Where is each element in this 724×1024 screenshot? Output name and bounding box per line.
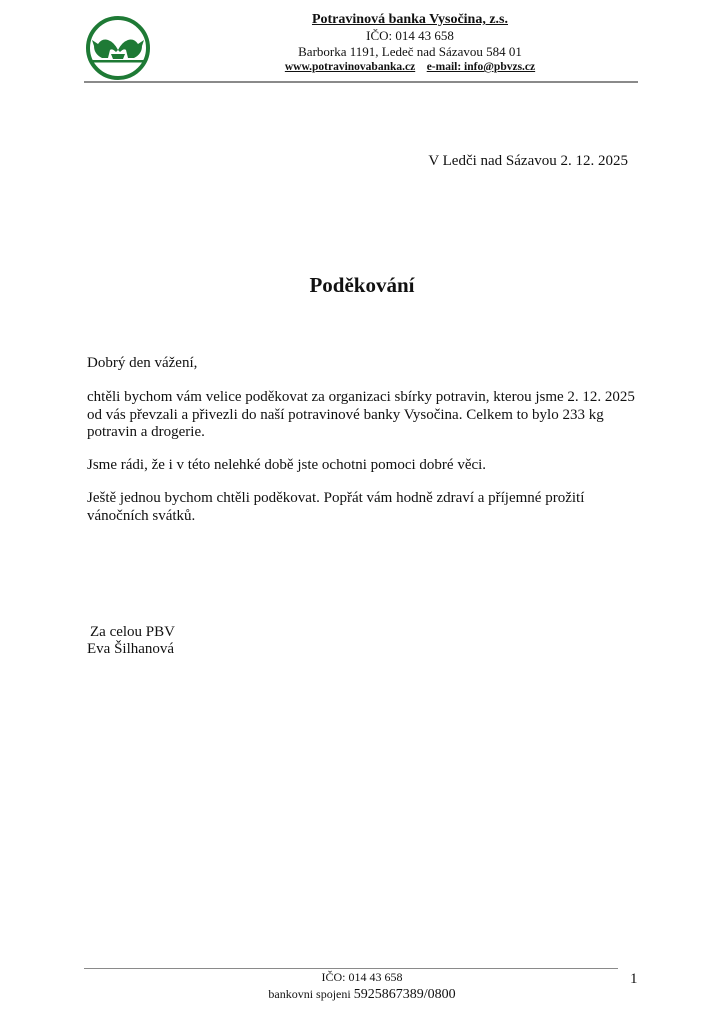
birds-feeding-logo-icon: [82, 16, 154, 80]
footer-divider: [84, 968, 618, 969]
header-address: Barborka 1191, Ledeč nad Sázavou 584 01: [298, 44, 522, 59]
signature-on-behalf: Za celou PBV: [90, 624, 175, 640]
footer-bank-details: [160, 987, 564, 1003]
organization-logo: [82, 16, 154, 80]
paragraph-thanks: chtěli bychom vám velice poděkovat za organizaci sbírky potravin, kterou jsme 2. 12. 2025 od vás převzali a přivezli do naší potravinové banky Vysočina. Celkem to bylo 233 kg potravin a drogerie.: [87, 389, 635, 440]
letter-title: Poděkování: [309, 273, 415, 297]
email-link[interactable]: e-mail: info@pbvzs.cz: [426, 61, 536, 73]
bank-account: 5925867389/0800: [353, 987, 456, 1002]
place-and-date: V Ledči nad Sázavou 2. 12. 2025: [428, 153, 628, 169]
footer-ico: IČO: 014 43 658: [321, 970, 403, 984]
paragraph-appreciation: Jsme rádi, že i v této nelehké době jste ochotni pomoci dobré věci.: [87, 457, 487, 473]
signature-name: Eva Šilhanová: [87, 641, 175, 657]
page-number: 1: [630, 971, 638, 987]
website-link[interactable]: www.potravinovabanka.cz: [284, 61, 416, 73]
header-divider: [84, 81, 638, 83]
paragraph-wishes: Ještě jednou bychom chtěli poděkovat. Popřát vám hodně zdraví a příjemné prožití vánočních svátků.: [87, 490, 585, 524]
organization-name: Potravinová banka Vysočina, z.s.: [311, 12, 509, 27]
greeting: Dobrý den vážení,: [87, 355, 198, 371]
header-contacts: [160, 59, 660, 75]
header-ico: IČO: 014 43 658: [366, 28, 454, 43]
bank-label: bankovni spojeni: [268, 987, 351, 1001]
